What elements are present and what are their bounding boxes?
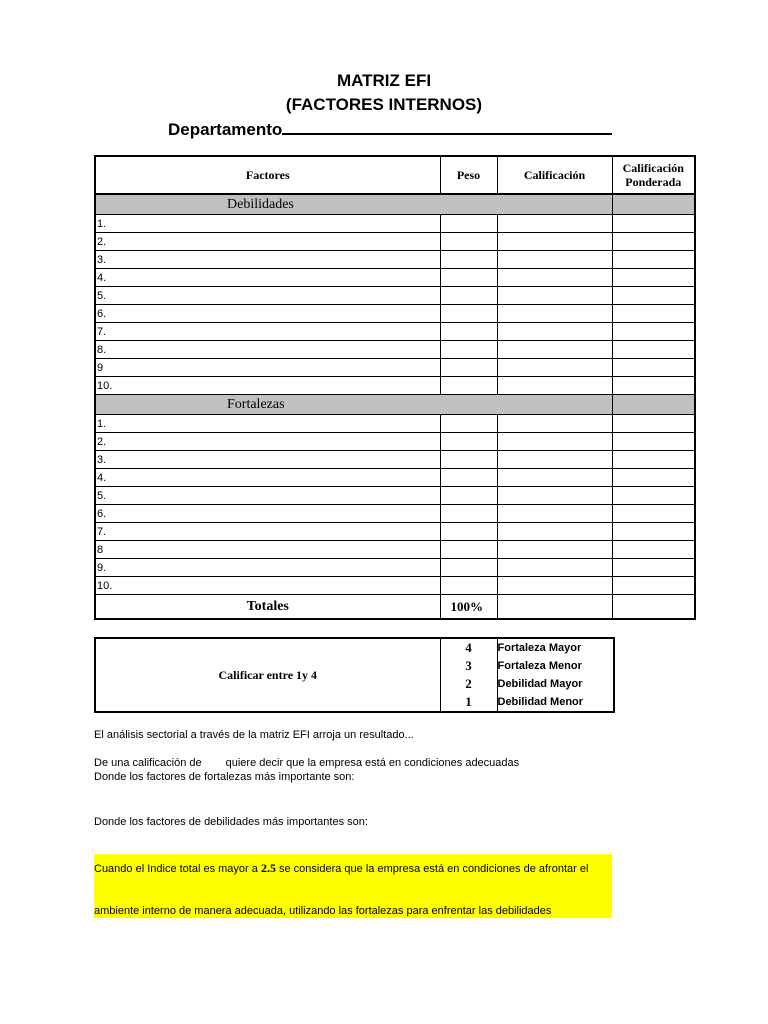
fortaleza-row — [95, 415, 695, 433]
fortaleza-factor-cell[interactable]: 2. — [95, 433, 440, 451]
debilidad-peso-cell[interactable] — [440, 233, 497, 251]
debilidad-factor-cell[interactable]: 5. — [95, 287, 440, 305]
fortaleza-peso-cell[interactable] — [440, 487, 497, 505]
fortaleza-factor-cell[interactable]: 7. — [95, 523, 440, 541]
debilidad-row — [95, 215, 695, 233]
debilidad-calificacion-cell[interactable] — [497, 341, 612, 359]
fortaleza-calificacion-cell[interactable] — [497, 469, 612, 487]
debilidad-ponderada-cell[interactable] — [612, 269, 695, 287]
fortaleza-peso-cell[interactable] — [440, 541, 497, 559]
fortaleza-calificacion-cell[interactable] — [497, 541, 612, 559]
debilidad-row — [95, 305, 695, 323]
efi-matrix-table — [94, 155, 696, 620]
weaknesses-note: Donde los factores de debilidades más importantes son: — [94, 816, 368, 828]
debilidad-factor-cell[interactable]: 1. — [95, 215, 440, 233]
section-cell — [612, 395, 695, 415]
fortaleza-factor-cell[interactable]: 1. — [95, 415, 440, 433]
totals-calificacion[interactable] — [497, 595, 612, 620]
fortaleza-factor-cell[interactable]: 3. — [95, 451, 440, 469]
debilidad-ponderada-cell[interactable] — [612, 341, 695, 359]
fortaleza-row — [95, 433, 695, 451]
fortaleza-row — [95, 487, 695, 505]
section-label-fortalezas: Fortalezas — [95, 395, 612, 415]
analysis-note: El análisis sectorial a través de la matriz EFI arroja un resultado... — [94, 729, 414, 741]
debilidad-calificacion-cell[interactable] — [497, 323, 612, 341]
rating-note-a: De una calificación de — [94, 757, 202, 769]
highlight-line1 — [94, 854, 612, 882]
rating-label: Debilidad Mayor — [497, 678, 583, 690]
highlight-text-c: ambiente interno de manera adecuada, utilizando las fortalezas para enfrentar las debilidades — [94, 905, 552, 917]
debilidad-factor-cell[interactable]: 7. — [95, 323, 440, 341]
debilidad-calificacion-cell[interactable] — [497, 233, 612, 251]
department-field — [168, 118, 612, 140]
strengths-note: Donde los factores de fortalezas más importante son: — [94, 771, 355, 783]
rating-value: 4 — [440, 638, 497, 657]
col-peso: Peso — [440, 156, 497, 194]
debilidad-factor-cell[interactable]: 8. — [95, 341, 440, 359]
debilidad-calificacion-cell[interactable] — [497, 305, 612, 323]
fortaleza-calificacion-cell[interactable] — [497, 559, 612, 577]
debilidad-ponderada-cell[interactable] — [612, 215, 695, 233]
rating-label: Fortaleza Menor — [497, 660, 582, 672]
fortaleza-peso-cell[interactable] — [440, 577, 497, 595]
debilidad-factor-cell[interactable]: 6. — [95, 305, 440, 323]
rating-note-b: quiere decir que la empresa está en condiciones adecuadas — [225, 757, 520, 769]
debilidad-ponderada-cell[interactable] — [612, 287, 695, 305]
fortaleza-ponderada-cell[interactable] — [612, 433, 695, 451]
debilidad-row — [95, 251, 695, 269]
debilidad-peso-cell[interactable] — [440, 287, 497, 305]
debilidad-factor-cell[interactable]: 4. — [95, 269, 440, 287]
highlight-text-a: Cuando el Indice total es mayor a — [94, 863, 261, 875]
fortaleza-factor-cell[interactable]: 4. — [95, 469, 440, 487]
col-calificacion-ponderada — [612, 156, 695, 194]
debilidad-row — [95, 287, 695, 305]
debilidad-peso-cell[interactable] — [440, 323, 497, 341]
rating-value: 1 — [440, 693, 497, 712]
fortaleza-ponderada-cell[interactable] — [612, 487, 695, 505]
fortaleza-row — [95, 523, 695, 541]
debilidad-factor-cell[interactable]: 9 — [95, 359, 440, 377]
fortaleza-peso-cell[interactable] — [440, 505, 497, 523]
col-calificacion: Calificación — [497, 156, 612, 194]
department-label: Departamento — [168, 120, 283, 139]
debilidad-row — [95, 233, 695, 251]
debilidad-calificacion-cell[interactable] — [497, 359, 612, 377]
debilidad-peso-cell[interactable] — [440, 251, 497, 269]
fortaleza-ponderada-cell[interactable] — [612, 451, 695, 469]
totals-row — [95, 595, 695, 620]
debilidad-peso-cell[interactable] — [440, 341, 497, 359]
debilidad-peso-cell[interactable] — [440, 215, 497, 233]
totals-peso: 100% — [440, 595, 497, 620]
rating-instruction: Calificar entre 1y 4 — [95, 638, 440, 712]
rating-value: 2 — [440, 675, 497, 693]
fortaleza-row — [95, 505, 695, 523]
fortaleza-peso-cell[interactable] — [440, 559, 497, 577]
debilidad-calificacion-cell[interactable] — [497, 251, 612, 269]
fortaleza-calificacion-cell[interactable] — [497, 451, 612, 469]
col-factores: Factores — [95, 156, 440, 194]
fortaleza-ponderada-cell[interactable] — [612, 523, 695, 541]
fortaleza-calificacion-cell[interactable] — [497, 487, 612, 505]
debilidad-peso-cell[interactable] — [440, 359, 497, 377]
totals-ponderada[interactable] — [612, 595, 695, 620]
fortaleza-row — [95, 559, 695, 577]
col-ponderada-line2: Ponderada — [625, 175, 682, 189]
fortaleza-ponderada-cell[interactable] — [612, 415, 695, 433]
fortaleza-peso-cell[interactable] — [440, 523, 497, 541]
debilidad-peso-cell[interactable] — [440, 305, 497, 323]
debilidad-row — [95, 323, 695, 341]
fortaleza-calificacion-cell[interactable] — [497, 433, 612, 451]
fortaleza-calificacion-cell[interactable] — [497, 523, 612, 541]
fortaleza-peso-cell[interactable] — [440, 433, 497, 451]
rating-label: Debilidad Menor — [497, 696, 584, 708]
fortaleza-row — [95, 451, 695, 469]
rating-key-table — [94, 637, 615, 713]
debilidad-row — [95, 359, 695, 377]
fortaleza-peso-cell[interactable] — [440, 469, 497, 487]
section-label-debilidades: Debilidades — [95, 194, 612, 215]
fortaleza-calificacion-cell[interactable] — [497, 577, 612, 595]
fortaleza-ponderada-cell[interactable] — [612, 541, 695, 559]
debilidad-calificacion-cell[interactable] — [497, 287, 612, 305]
highlight-line2 — [94, 882, 612, 918]
page-subtitle: (FACTORES INTERNOS) — [285, 95, 483, 114]
page-title: MATRIZ EFI — [336, 71, 432, 90]
section-fortalezas — [95, 395, 695, 415]
highlight-text-b: se considera que la empresa está en condiciones de afrontar el — [275, 863, 589, 875]
highlight-threshold: 2.5 — [260, 861, 276, 875]
fortaleza-factor-cell[interactable]: 5. — [95, 487, 440, 505]
debilidad-ponderada-cell[interactable] — [612, 305, 695, 323]
debilidad-calificacion-cell[interactable] — [497, 377, 612, 395]
totals-label: Totales — [95, 595, 440, 620]
fortaleza-row — [95, 577, 695, 595]
fortaleza-peso-cell[interactable] — [440, 415, 497, 433]
rating-value: 3 — [440, 657, 497, 675]
debilidad-row — [95, 341, 695, 359]
debilidad-ponderada-cell[interactable] — [612, 377, 695, 395]
fortaleza-row — [95, 469, 695, 487]
fortaleza-row — [95, 541, 695, 559]
fortaleza-calificacion-cell[interactable] — [497, 505, 612, 523]
fortaleza-factor-cell[interactable]: 9. — [95, 559, 440, 577]
col-ponderada-line1: Calificación — [622, 161, 684, 175]
fortaleza-ponderada-cell[interactable] — [612, 505, 695, 523]
fortaleza-calificacion-cell[interactable] — [497, 415, 612, 433]
fortaleza-ponderada-cell[interactable] — [612, 559, 695, 577]
debilidad-row — [95, 269, 695, 287]
debilidad-calificacion-cell[interactable] — [497, 215, 612, 233]
fortaleza-factor-cell[interactable]: 10. — [95, 577, 440, 595]
debilidad-peso-cell[interactable] — [440, 377, 497, 395]
debilidad-factor-cell[interactable]: 2. — [95, 233, 440, 251]
fortaleza-factor-cell[interactable]: 8 — [95, 541, 440, 559]
fortaleza-ponderada-cell[interactable] — [612, 577, 695, 595]
rating-note — [94, 757, 519, 769]
debilidad-peso-cell[interactable] — [440, 269, 497, 287]
debilidad-ponderada-cell[interactable] — [612, 251, 695, 269]
debilidad-factor-cell[interactable]: 10. — [95, 377, 440, 395]
debilidad-ponderada-cell[interactable] — [612, 233, 695, 251]
section-debilidades — [95, 194, 695, 215]
debilidad-ponderada-cell[interactable] — [612, 359, 695, 377]
debilidad-calificacion-cell[interactable] — [497, 269, 612, 287]
debilidad-row — [95, 377, 695, 395]
fortaleza-ponderada-cell[interactable] — [612, 469, 695, 487]
debilidad-ponderada-cell[interactable] — [612, 323, 695, 341]
debilidad-factor-cell[interactable]: 3. — [95, 251, 440, 269]
rating-label: Fortaleza Mayor — [497, 642, 582, 654]
department-blank-line[interactable] — [282, 118, 612, 135]
fortaleza-factor-cell[interactable]: 6. — [95, 505, 440, 523]
fortaleza-peso-cell[interactable] — [440, 451, 497, 469]
section-cell — [612, 194, 695, 215]
